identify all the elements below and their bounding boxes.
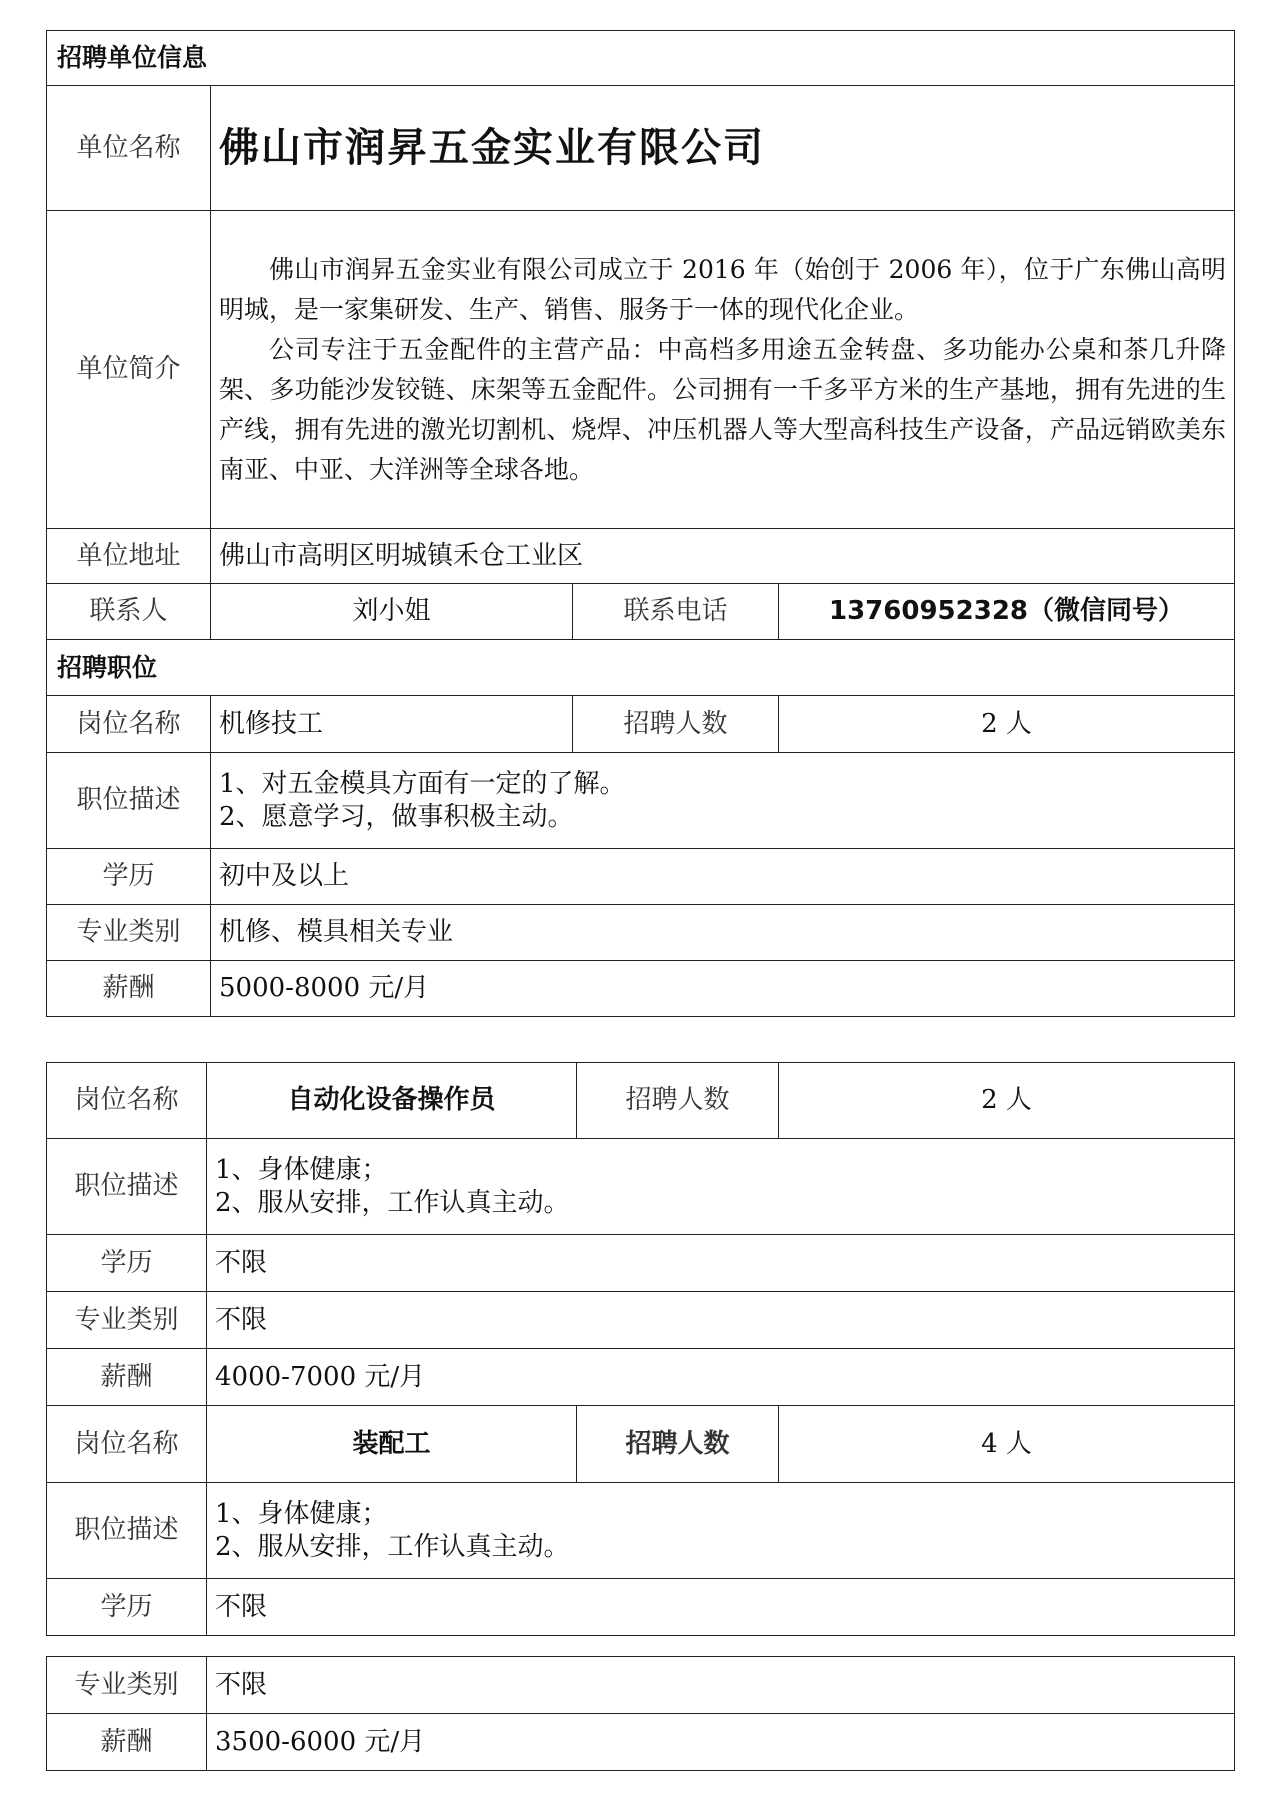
job-desc-line: 1、对五金模具方面有一定的了解。 — [219, 769, 626, 799]
job-education: 不限 — [207, 1579, 1235, 1636]
job-title: 自动化设备操作员 — [207, 1063, 577, 1139]
label-major: 专业类别 — [47, 1292, 207, 1349]
label-salary: 薪酬 — [47, 961, 211, 1017]
job-major: 机修、模具相关专业 — [211, 905, 1235, 961]
job-title: 机修技工 — [211, 696, 573, 753]
label-job-title: 岗位名称 — [47, 1063, 207, 1139]
contact-phone: 13760952328（微信同号） — [779, 584, 1235, 640]
label-headcount: 招聘人数 — [577, 1063, 779, 1139]
label-major: 专业类别 — [47, 1657, 207, 1714]
label-education: 学历 — [47, 1235, 207, 1292]
label-job-desc: 职位描述 — [47, 753, 211, 849]
job-desc — [207, 1483, 1235, 1579]
job-desc — [211, 753, 1235, 849]
label-job-desc: 职位描述 — [47, 1139, 207, 1235]
job-desc-line: 2、服从安排，工作认真主动。 — [215, 1531, 570, 1562]
job-desc-line: 1、身体健康； — [215, 1155, 388, 1185]
job-desc-line: 2、服从安排，工作认真主动。 — [215, 1187, 570, 1218]
label-contact: 联系人 — [47, 584, 211, 640]
company-intro — [211, 211, 1235, 529]
label-salary: 薪酬 — [47, 1714, 207, 1771]
label-major: 专业类别 — [47, 905, 211, 961]
job-desc-line: 1、身体健康； — [215, 1499, 388, 1529]
job-salary: 5000-8000 元/月 — [211, 961, 1235, 1017]
label-unit-address: 单位地址 — [47, 529, 211, 584]
section-title-positions: 招聘职位 — [47, 640, 1235, 696]
label-education: 学历 — [47, 849, 211, 905]
job-headcount: 2 人 — [779, 1063, 1235, 1139]
label-phone: 联系电话 — [573, 584, 779, 640]
job-title: 装配工 — [207, 1406, 577, 1483]
positions-table-2 — [46, 1062, 1235, 1636]
label-job-desc: 职位描述 — [47, 1483, 207, 1579]
job-headcount: 4 人 — [779, 1406, 1235, 1483]
company-name: 佛山市润昇五金实业有限公司 — [211, 86, 1235, 211]
intro-paragraph-2: 公司专注于五金配件的主营产品：中高档多用途五金转盘、多功能办公桌和茶几升降架、多功能沙发铰链、床架等五金配件。公司拥有一千多平方米的生产基地，拥有先进的生产线，拥有先进的激光切割机、烧焊、冲压机器人等大型高科技生产设备，产品远销欧美东南亚、中亚、大洋洲等全球各地。 — [219, 334, 1227, 484]
job-salary: 4000-7000 元/月 — [207, 1349, 1235, 1406]
job-desc — [207, 1139, 1235, 1235]
label-headcount: 招聘人数 — [577, 1406, 779, 1483]
job-headcount: 2 人 — [779, 696, 1235, 753]
company-info-table — [46, 30, 1235, 1017]
job-salary: 3500-6000 元/月 — [207, 1714, 1235, 1771]
intro-paragraph-1: 佛山市润昇五金实业有限公司成立于 2016 年（始创于 2006 年），位于广东佛山高明明城，是一家集研发、生产、销售、服务于一体的现代化企业。 — [219, 254, 1227, 324]
label-unit-name: 单位名称 — [47, 86, 211, 211]
job-education: 初中及以上 — [211, 849, 1235, 905]
job-education: 不限 — [207, 1235, 1235, 1292]
section-title-unit-info: 招聘单位信息 — [47, 31, 1235, 86]
label-headcount: 招聘人数 — [573, 696, 779, 753]
label-education: 学历 — [47, 1579, 207, 1636]
label-unit-intro: 单位简介 — [47, 211, 211, 529]
contact-person: 刘小姐 — [211, 584, 573, 640]
positions-table-3 — [46, 1656, 1235, 1771]
company-address: 佛山市高明区明城镇禾仓工业区 — [211, 529, 1235, 584]
label-job-title: 岗位名称 — [47, 1406, 207, 1483]
job-major: 不限 — [207, 1657, 1235, 1714]
label-salary: 薪酬 — [47, 1349, 207, 1406]
job-major: 不限 — [207, 1292, 1235, 1349]
job-desc-line: 2、愿意学习，做事积极主动。 — [219, 801, 574, 832]
label-job-title: 岗位名称 — [47, 696, 211, 753]
